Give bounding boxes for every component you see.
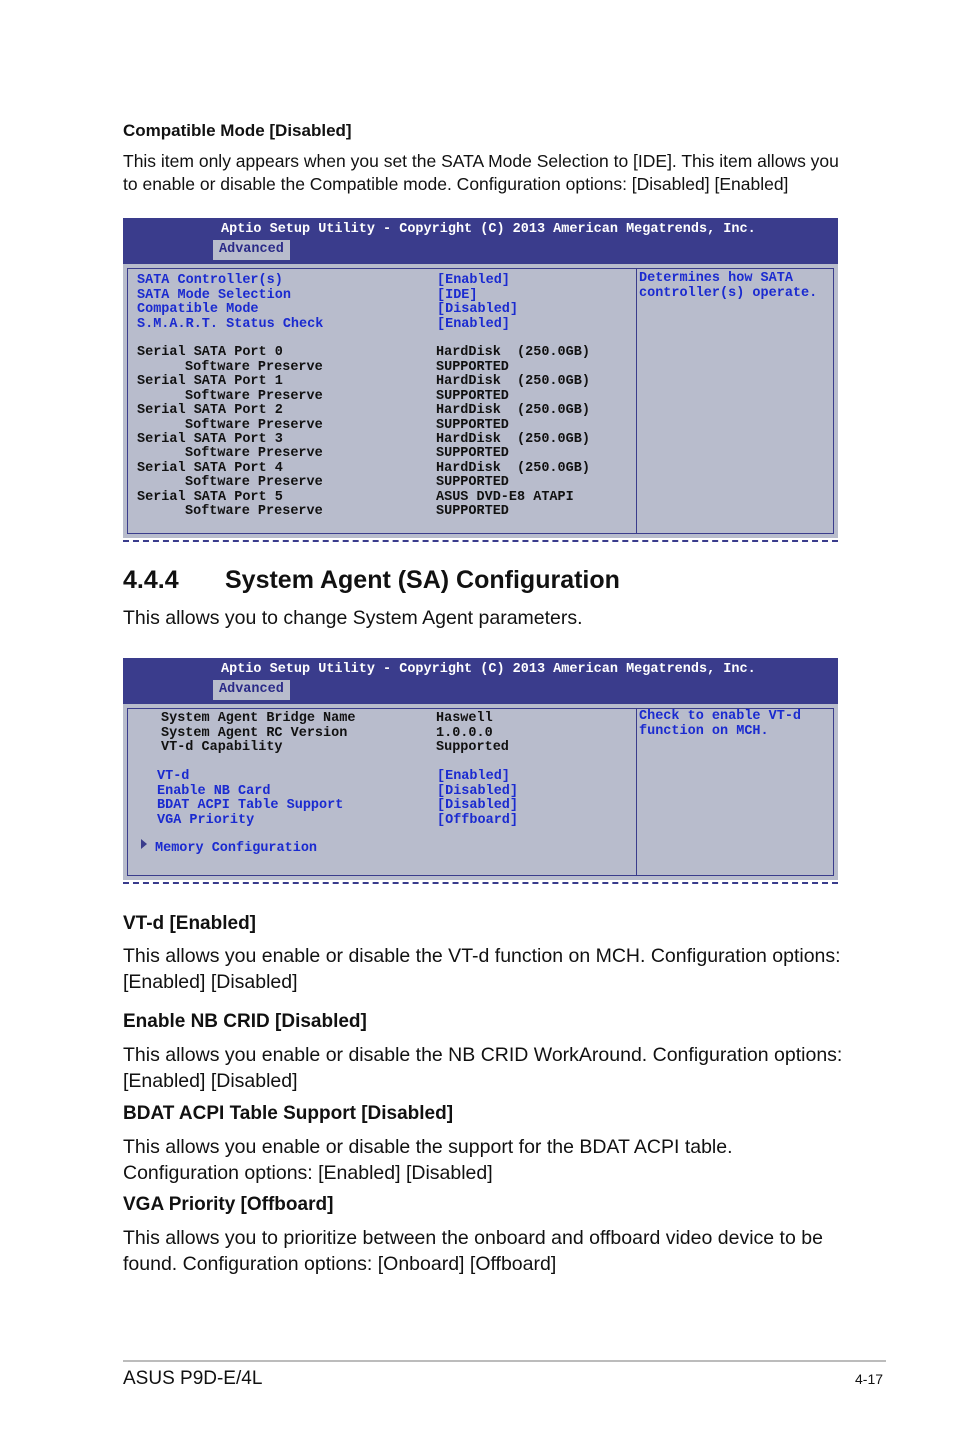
port-label: Serial SATA Port 3 xyxy=(137,431,283,447)
setting-vga-label[interactable]: VGA Priority xyxy=(157,812,255,828)
port-label: Serial SATA Port 2 xyxy=(137,403,283,418)
section-title: System Agent (SA) Configuration xyxy=(225,566,620,594)
tab-advanced[interactable]: Advanced xyxy=(213,680,290,700)
bios-bottom-dashes xyxy=(123,540,838,542)
compatible-mode-desc-1: This item only appears when you set the SATA Mode Selection to [IDE]. This item allows you xyxy=(123,151,839,171)
bios-title: Aptio Setup Utility - Copyright (C) 2013 American Megatrends, Inc. xyxy=(221,662,756,677)
bios-screen-sata xyxy=(123,218,838,538)
bios-header xyxy=(123,658,838,704)
port-label: Serial SATA Port 1 xyxy=(137,374,283,389)
port-value: HardDisk (250.0GB) xyxy=(436,431,590,447)
footer-rule xyxy=(123,1360,886,1362)
port-label: Serial SATA Port 4 xyxy=(137,460,283,476)
bios-body xyxy=(123,704,838,880)
bios-body xyxy=(123,264,838,538)
setting-smart-value[interactable]: [Enabled] xyxy=(437,316,510,332)
item-vtd-desc-2: [Enabled] [Disabled] xyxy=(123,971,298,993)
port-sub-value: SUPPORTED xyxy=(436,504,509,519)
port-value: HardDisk (250.0GB) xyxy=(436,460,590,476)
item-vga-desc-1: This allows you to prioritize between the onboard and offboard video device to be xyxy=(123,1227,823,1249)
footer-model: ASUS P9D-E/4L xyxy=(123,1368,263,1389)
bios-screen-system-agent xyxy=(123,658,838,880)
setting-vga-value[interactable]: [Offboard] xyxy=(437,812,519,828)
compatible-mode-desc-2: to enable or disable the Compatible mode. Configuration options: [Disabled] [Enabled] xyxy=(123,174,789,194)
port-sub-label: Software Preserve xyxy=(185,359,323,375)
help-text-2: function on MCH. xyxy=(639,723,769,739)
port-sub-label: Software Preserve xyxy=(185,388,323,404)
bios-header xyxy=(123,218,838,264)
item-nb-crid-desc-1: This allows you enable or disable the NB CRID WorkAround. Configuration options: xyxy=(123,1044,843,1066)
port-sub-value: SUPPORTED xyxy=(436,475,509,490)
port-sub-label: Software Preserve xyxy=(185,504,323,519)
setting-vtd-value[interactable]: [Enabled] xyxy=(437,769,510,784)
port-sub-value: SUPPORTED xyxy=(436,417,509,433)
setting-compatible-mode-value[interactable]: [Disabled] xyxy=(437,302,519,317)
setting-smart-label[interactable]: S.M.A.R.T. Status Check xyxy=(137,316,324,332)
info-rc-value: 1.0.0.0 xyxy=(436,725,493,741)
submenu-arrow-icon xyxy=(141,839,147,849)
port-label: Serial SATA Port 0 xyxy=(137,345,283,360)
port-value: HardDisk (250.0GB) xyxy=(436,345,590,360)
item-vga-heading: VGA Priority [Offboard] xyxy=(123,1194,334,1215)
bios-help-divider xyxy=(636,709,637,875)
setting-bdat-value[interactable]: [Disabled] xyxy=(437,798,519,813)
section-number: 4.4.4 xyxy=(123,566,179,594)
setting-sata-controller-value[interactable]: [Enabled] xyxy=(437,273,510,288)
footer-page-number: 4-17 xyxy=(855,1371,884,1387)
item-bdat-heading: BDAT ACPI Table Support [Disabled] xyxy=(123,1103,454,1124)
setting-nb-card-label[interactable]: Enable NB Card xyxy=(157,783,271,799)
port-sub-value: SUPPORTED xyxy=(436,388,509,404)
setting-vtd-label[interactable]: VT-d xyxy=(157,769,190,784)
port-sub-label: Software Preserve xyxy=(185,417,323,433)
setting-sata-mode-label[interactable]: SATA Mode Selection xyxy=(137,287,291,303)
setting-sata-controller-label[interactable]: SATA Controller(s) xyxy=(137,273,283,288)
help-text-1: Determines how SATA xyxy=(639,271,793,286)
item-bdat-desc-1: This allows you enable or disable the support for the BDAT ACPI table. xyxy=(123,1136,733,1158)
port-value: ASUS DVD-E8 ATAPI xyxy=(436,489,574,505)
item-vtd-heading: VT-d [Enabled] xyxy=(123,913,256,934)
info-bridge-value: Haswell xyxy=(436,711,493,726)
port-sub-label: Software Preserve xyxy=(185,446,323,461)
item-nb-crid-desc-2: [Enabled] [Disabled] xyxy=(123,1070,298,1092)
compatible-mode-heading: Compatible Mode [Disabled] xyxy=(123,121,352,140)
bios-help-divider xyxy=(636,269,637,533)
setting-compatible-mode-label[interactable]: Compatible Mode xyxy=(137,302,259,317)
port-sub-label: Software Preserve xyxy=(185,475,323,490)
info-bridge-label: System Agent Bridge Name xyxy=(161,711,356,726)
tab-advanced[interactable]: Advanced xyxy=(213,240,290,260)
port-label: Serial SATA Port 5 xyxy=(137,489,283,505)
port-sub-value: SUPPORTED xyxy=(436,446,509,461)
help-text-1: Check to enable VT-d xyxy=(639,709,802,724)
bios-bottom-dashes xyxy=(123,882,838,884)
help-text-2: controller(s) operate. xyxy=(639,285,818,301)
info-rc-label: System Agent RC Version xyxy=(161,725,348,741)
item-bdat-desc-2: Configuration options: [Enabled] [Disabled] xyxy=(123,1162,493,1184)
port-sub-value: SUPPORTED xyxy=(436,359,509,375)
info-vtd-cap-label: VT-d Capability xyxy=(161,740,283,755)
bios-title: Aptio Setup Utility - Copyright (C) 2013 American Megatrends, Inc. xyxy=(221,222,756,237)
submenu-memory-configuration[interactable]: Memory Configuration xyxy=(155,841,318,856)
item-vtd-desc-1: This allows you enable or disable the VT-d function on MCH. Configuration options: xyxy=(123,945,841,967)
item-nb-crid-heading: Enable NB CRID [Disabled] xyxy=(123,1011,367,1032)
section-intro: This allows you to change System Agent parameters. xyxy=(123,607,583,629)
setting-bdat-label[interactable]: BDAT ACPI Table Support xyxy=(157,798,344,813)
setting-nb-card-value[interactable]: [Disabled] xyxy=(437,783,519,799)
item-vga-desc-2: found. Configuration options: [Onboard] [Offboard] xyxy=(123,1253,557,1275)
setting-sata-mode-value[interactable]: [IDE] xyxy=(437,287,478,303)
port-value: HardDisk (250.0GB) xyxy=(436,374,590,389)
info-vtd-cap-value: Supported xyxy=(436,740,509,755)
port-value: HardDisk (250.0GB) xyxy=(436,403,590,418)
